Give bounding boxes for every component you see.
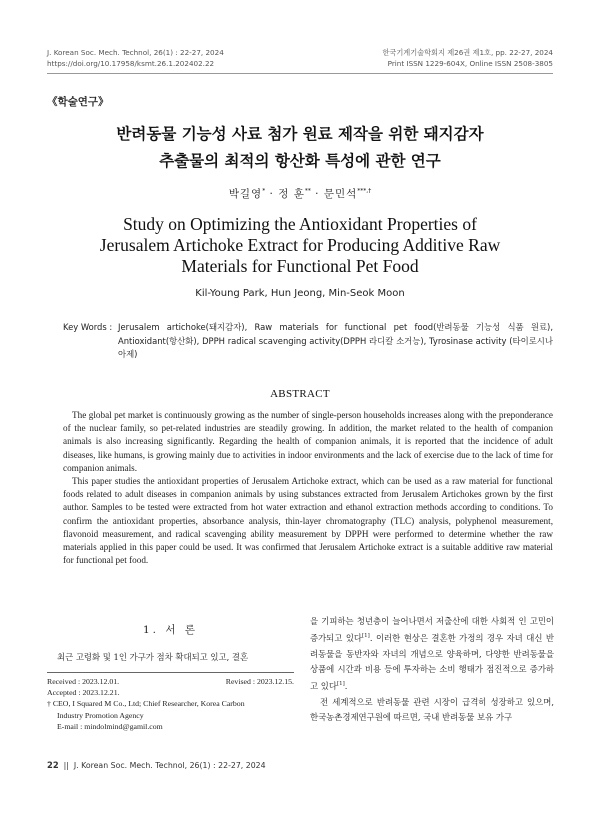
author-1-korean: 박길영 <box>228 188 263 200</box>
author-1-mark: * <box>262 187 266 195</box>
issn-info: Print ISSN 1229-604X, Online ISSN 2508-3805 <box>387 59 553 68</box>
english-title-line-1: Study on Optimizing the Antioxidant Properties of <box>123 214 477 234</box>
author-3-mark: ***,† <box>357 187 372 195</box>
journal-citation: J. Korean Soc. Mech. Technol, 26(1) : 22-27, 2024 <box>47 48 224 57</box>
journal-citation-korean: 한국기계기술학회지 제26권 제1호, pp. 22-27, 2024 <box>382 48 553 57</box>
right-column <box>310 614 554 725</box>
accepted-date: Accepted : 2023.12.21. <box>47 688 120 698</box>
author-2-korean: 정 훈 <box>278 188 305 200</box>
header-divider <box>47 73 553 74</box>
doi-link[interactable]: https://doi.org/10.17958/ksmt.26.1.202402.22 <box>47 59 215 68</box>
english-title-line-3: Materials for Functional Pet Food <box>181 256 419 276</box>
footnote-divider <box>47 672 294 673</box>
author-separator: · <box>310 188 324 200</box>
section-1-heading: 1. 서 론 <box>143 624 198 636</box>
intro-text-a: 을 기피하는 청년층이 늘어나면서 저출산에 대한 사회적 인 고민이 증가되고 있다 <box>310 616 554 644</box>
abstract-paragraph-1: The global pet market is continuously growing as the number of single-person households increases along with the preponderance of the nuclear family, so pet-related industries are steadily growing. In addition, the market related to the health of companion animals is also increasing significantly. Regarding the health of companion animals, it is reported that the incidence of adult diseases, like humans, is growing mainly due to activities in indoor environments and the lack of exercise due to the lack of time for companion animals. <box>63 410 553 473</box>
english-title-line-2: Jerusalem Artichoke Extract for Producing Additive Raw <box>99 235 501 255</box>
english-authors: Kil-Young Park, Hun Jeong, Min-Seok Moon <box>195 288 405 299</box>
corresponding-author-note: † CEO, I Squared M Co., Ltd; Chief Researcher, Korea Carbon <box>47 699 245 709</box>
footnotes <box>47 676 294 732</box>
korean-title <box>40 121 560 175</box>
footer-journal: J. Korean Soc. Mech. Technol, 26(1) : 22-27, 2024 <box>73 761 266 770</box>
intro-paragraph-1 <box>310 614 554 695</box>
received-revised-row <box>47 676 294 687</box>
revised-date: Revised : 2023.12.15. <box>225 677 294 686</box>
received-date: Received : 2023.12.01. <box>47 677 120 686</box>
section-1-text: 최근 고령화 및 1인 가구가 점차 확대되고 있고, 결혼 <box>57 652 249 662</box>
english-title <box>60 214 540 277</box>
intro-text-b: . 이러한 현상은 결혼한 가정의 경우 자녀 대신 반려동물을 동반자와 자녀의 개념으로 양육하며, 다양한 반려동물을 상품에 시간과 비용 등에 투자하는 소비 행태가 점진적으로 증가하고 있다 <box>310 633 554 692</box>
running-header-left <box>47 47 224 69</box>
author-separator: · <box>265 188 279 200</box>
author-2-mark: ** <box>304 187 311 195</box>
page-number: 22 <box>47 760 59 770</box>
article-category: 《학술연구》 <box>47 96 109 108</box>
author-email[interactable]: E-mail : mindolmind@gamil.com <box>57 721 163 731</box>
intro-paragraph-2: 전 세계적으로 반려동물 관련 시장이 급격히 성장하고 있으며, 한국농촌경제연구원에 따르면, 국내 반려동물 보유 가구 <box>310 696 554 723</box>
running-header-right <box>382 47 553 69</box>
intro-text-c: . <box>344 681 348 692</box>
korean-authors <box>0 186 600 201</box>
footer-divider: || <box>61 761 72 770</box>
keywords-block <box>63 321 553 362</box>
left-column <box>47 622 294 732</box>
abstract-paragraph-2: This paper studies the antioxidant properties of Jerusalem Artichoke extract, which can be used as a raw material for functional foods related to adult diseases in companion animals by using substances extracted from Jerusalem Artichokes grown by the first author. Samples to be tested were extracted from hot water extraction and ethanol extraction methods according to conditions. To confirm the antioxidant properties, absorbance analysis, thin-layer chromatography (TLC) analysis, polyphenol measurement, flavonoid measurement, and radical scavenging ability measurement by DPPH were performed to determine whether the raw materials applied in this paper could be used. It was confirmed that Jerusalem Artichoke extract is a suitable additive raw material for functional pet food. <box>63 476 553 566</box>
author-3-korean: 문민석 <box>323 188 358 200</box>
abstract-heading: ABSTRACT <box>270 388 330 400</box>
korean-title-line-2: 추출물의 최적의 항산화 특성에 관한 연구 <box>159 152 441 170</box>
page-footer <box>47 760 266 770</box>
keywords-text: Jerusalem artichoke(돼지감자), Raw materials for functional pet food(반려동물 기능성 식품 원료), Antioxidant(항산화), DPPH radical scavenging activity(DPPH 라디칼 소거능), Tyrosinase activity (타이로시나아제) <box>118 322 553 359</box>
corresponding-author-note-cont: Industry Promotion Agency <box>57 710 144 720</box>
citation-ref-1[interactable]: [1] <box>362 633 370 640</box>
abstract-body <box>63 409 553 567</box>
keywords-label: Key Words : <box>63 322 113 332</box>
citation-ref-1b[interactable]: [1] <box>336 681 345 688</box>
korean-title-line-1: 반려동물 기능성 사료 첨가 원료 제작을 위한 돼지감자 <box>116 125 484 143</box>
